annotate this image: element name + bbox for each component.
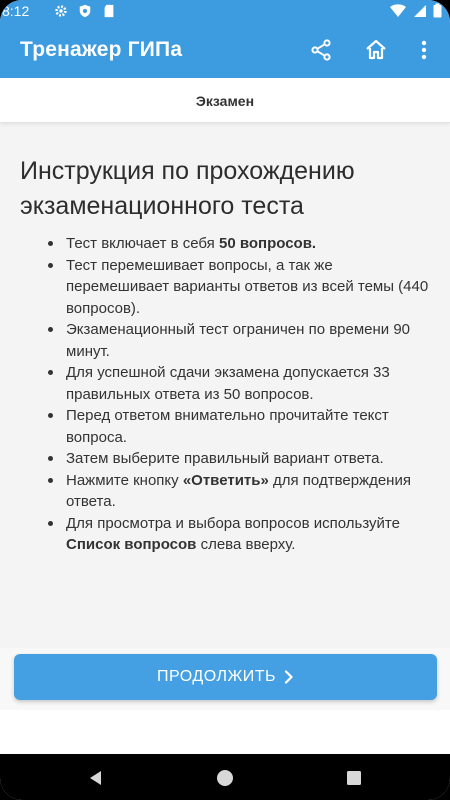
chevron-right-icon — [284, 670, 294, 684]
home-circle-icon — [216, 769, 234, 787]
rule-emphasis: 50 вопросов. — [218, 235, 317, 252]
rule-item — [66, 319, 430, 362]
rule-text: Тест перемешивает вопросы, а так же перемешивает варианты ответов из всей темы (440 вопросов). — [66, 256, 429, 317]
rule-text: Нажмите кнопку — [66, 471, 183, 489]
rule-text: Затем выберите правильный вариант ответа. — [66, 450, 384, 467]
signal-icon — [413, 4, 427, 18]
wifi-icon — [389, 4, 407, 18]
rule-item — [66, 448, 430, 470]
rule-item — [66, 470, 430, 513]
app-bar — [0, 0, 450, 78]
rule-text: Для успешной сдачи экзамена допускается 33 правильных ответа из 50 вопросов. — [66, 364, 390, 403]
battery-icon — [433, 3, 442, 18]
sd-card-status-icon — [102, 4, 116, 18]
rule-text-after: для подтверждения ответа. — [66, 471, 411, 510]
status-time: 8:12 — [2, 3, 30, 19]
back-icon — [88, 770, 104, 786]
system-nav-bar — [0, 754, 450, 800]
tab-exam[interactable]: Экзамен — [195, 93, 255, 109]
rule-item — [66, 405, 430, 448]
rule-text: Тест включает в себя — [66, 235, 219, 252]
back-button[interactable] — [86, 768, 106, 788]
rule-emphasis: «Ответить» — [182, 471, 269, 489]
settings-status-icon — [54, 4, 68, 18]
bottom-spacer — [0, 710, 450, 754]
recents-button[interactable] — [344, 768, 364, 788]
app-title: Тренажер ГИПа — [20, 38, 183, 61]
rule-item — [66, 233, 430, 255]
rule-text: Перед ответом внимательно прочитайте текст вопроса. — [66, 407, 389, 446]
rule-text: Для просмотра и выбора вопросов используйте — [66, 514, 400, 532]
shield-status-icon — [78, 4, 92, 18]
recents-icon — [346, 770, 362, 786]
page-title: Инструкция по прохождению экзаменационного теста — [20, 157, 355, 220]
instructions-content — [0, 123, 450, 648]
button-area — [0, 648, 450, 710]
rule-item — [66, 513, 430, 556]
rule-item — [66, 362, 430, 405]
tab-bar — [0, 78, 450, 123]
rule-text-after: слева вверху. — [196, 536, 296, 553]
share-icon — [309, 38, 333, 62]
more-options-button[interactable] — [410, 36, 438, 64]
status-bar — [0, 0, 450, 24]
rule-item — [66, 255, 430, 320]
rules-list — [20, 233, 430, 556]
more-vert-icon — [421, 40, 427, 60]
status-right-icons — [389, 3, 442, 18]
home-nav-button[interactable] — [215, 768, 235, 788]
continue-button[interactable] — [14, 654, 437, 700]
home-button[interactable] — [362, 36, 390, 64]
rule-text: Экзаменационный тест ограничен по времени 90 минут. — [66, 321, 411, 360]
home-icon — [364, 38, 388, 62]
share-button[interactable] — [307, 36, 335, 64]
continue-label: ПРОДОЛЖИТЬ — [156, 668, 277, 685]
rule-emphasis: Список вопросов — [66, 536, 197, 553]
